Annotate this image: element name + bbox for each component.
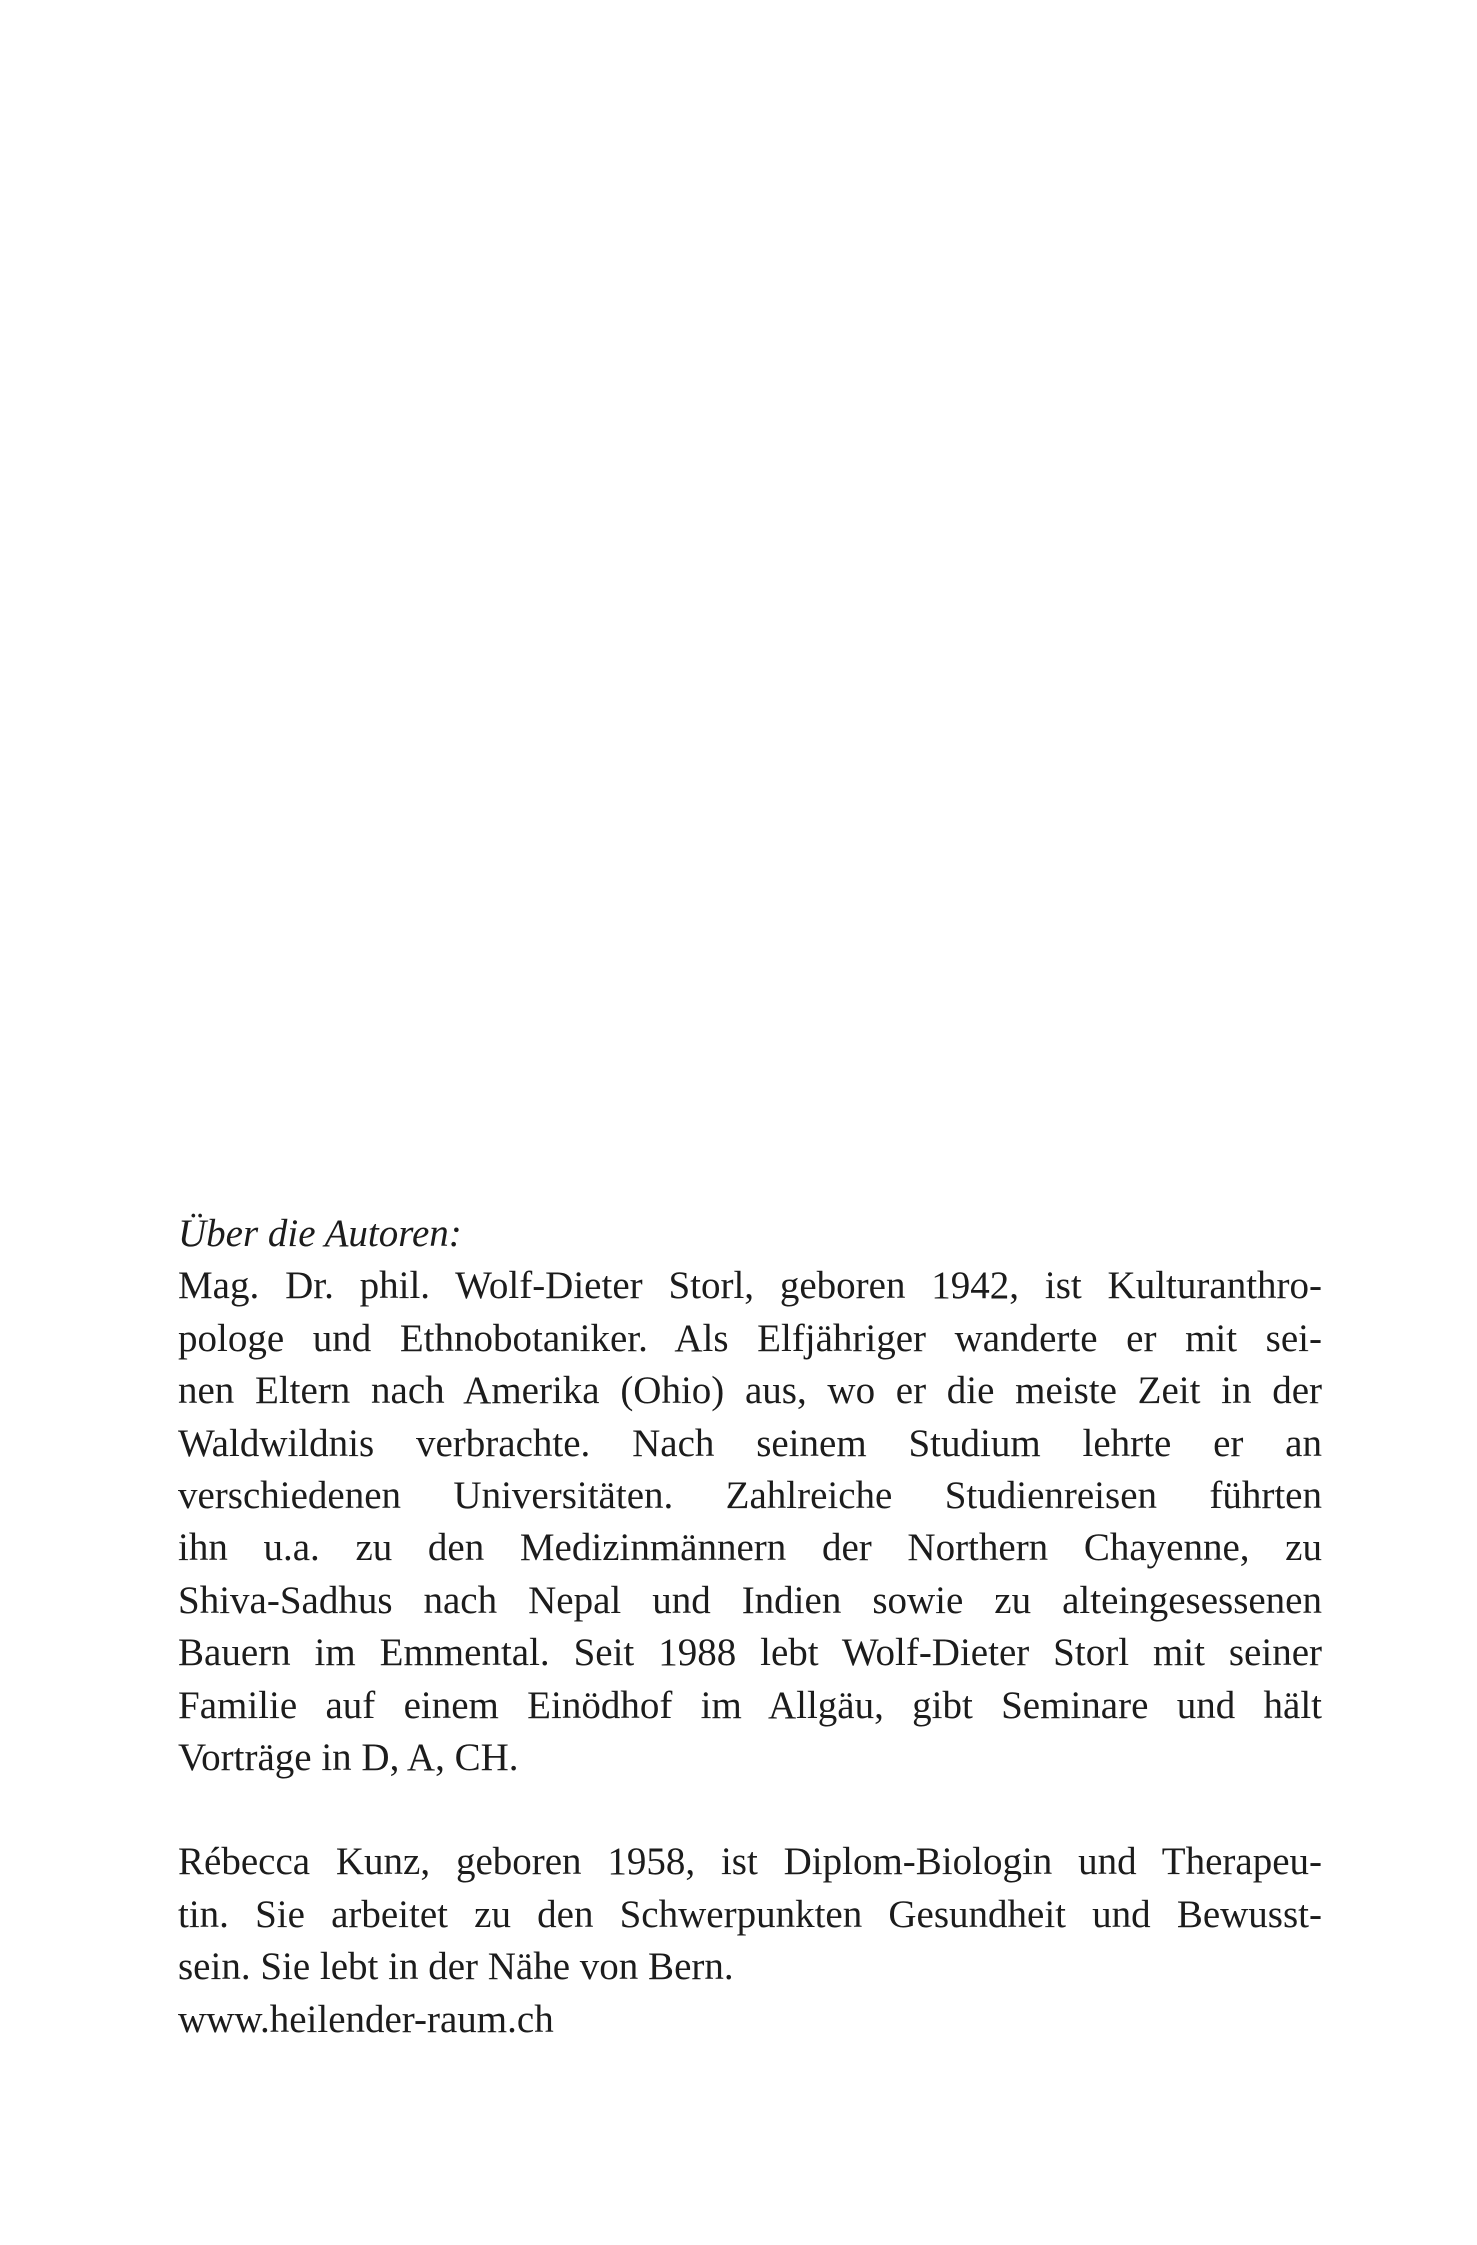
bio-line: Waldwildnis verbrachte. Nach seinem Studium lehrte er an bbox=[178, 1421, 1322, 1465]
section-heading: Über die Autoren: bbox=[178, 1212, 462, 1255]
author-bio-kunz bbox=[178, 1836, 1322, 2046]
bio-line: verschiedenen Universitäten. Zahlreiche Studienreisen führten bbox=[178, 1474, 1322, 1518]
bio-line: nen Eltern nach Amerika (Ohio) aus, wo er die meiste Zeit in der bbox=[178, 1369, 1322, 1413]
bio-line: Shiva-Sadhus nach Nepal und Indien sowie zu alteingesessenen bbox=[178, 1578, 1322, 1622]
about-authors-section bbox=[178, 1208, 1322, 2046]
bio-line: sein. Sie lebt in der Nähe von Bern. bbox=[178, 1945, 734, 1989]
author-bio-storl bbox=[178, 1260, 1322, 1784]
bio-line: Vorträge in D, A, CH. bbox=[178, 1736, 519, 1780]
bio-line: Mag. Dr. phil. Wolf-Dieter Storl, geboren 1942, ist Kulturanthro- bbox=[178, 1264, 1322, 1308]
bio-line: tin. Sie arbeitet zu den Schwerpunkten Gesundheit und Bewusst- bbox=[178, 1892, 1322, 1936]
website-link[interactable]: www.heilender-raum.ch bbox=[178, 1997, 554, 2041]
bio-line: Familie auf einem Einödhof im Allgäu, gibt Seminare und hält bbox=[178, 1683, 1322, 1727]
bio-line: Bauern im Emmental. Seit 1988 lebt Wolf-Dieter Storl mit seiner bbox=[178, 1631, 1322, 1675]
bio-line: ihn u.a. zu den Medizinmännern der Northern Chayenne, zu bbox=[178, 1526, 1322, 1570]
paragraph-gap bbox=[178, 1784, 1322, 1836]
bio-line: pologe und Ethnobotaniker. Als Elfjähriger wanderte er mit sei- bbox=[178, 1316, 1322, 1360]
bio-line: Rébecca Kunz, geboren 1958, ist Diplom-Biologin und Therapeu- bbox=[178, 1840, 1322, 1884]
